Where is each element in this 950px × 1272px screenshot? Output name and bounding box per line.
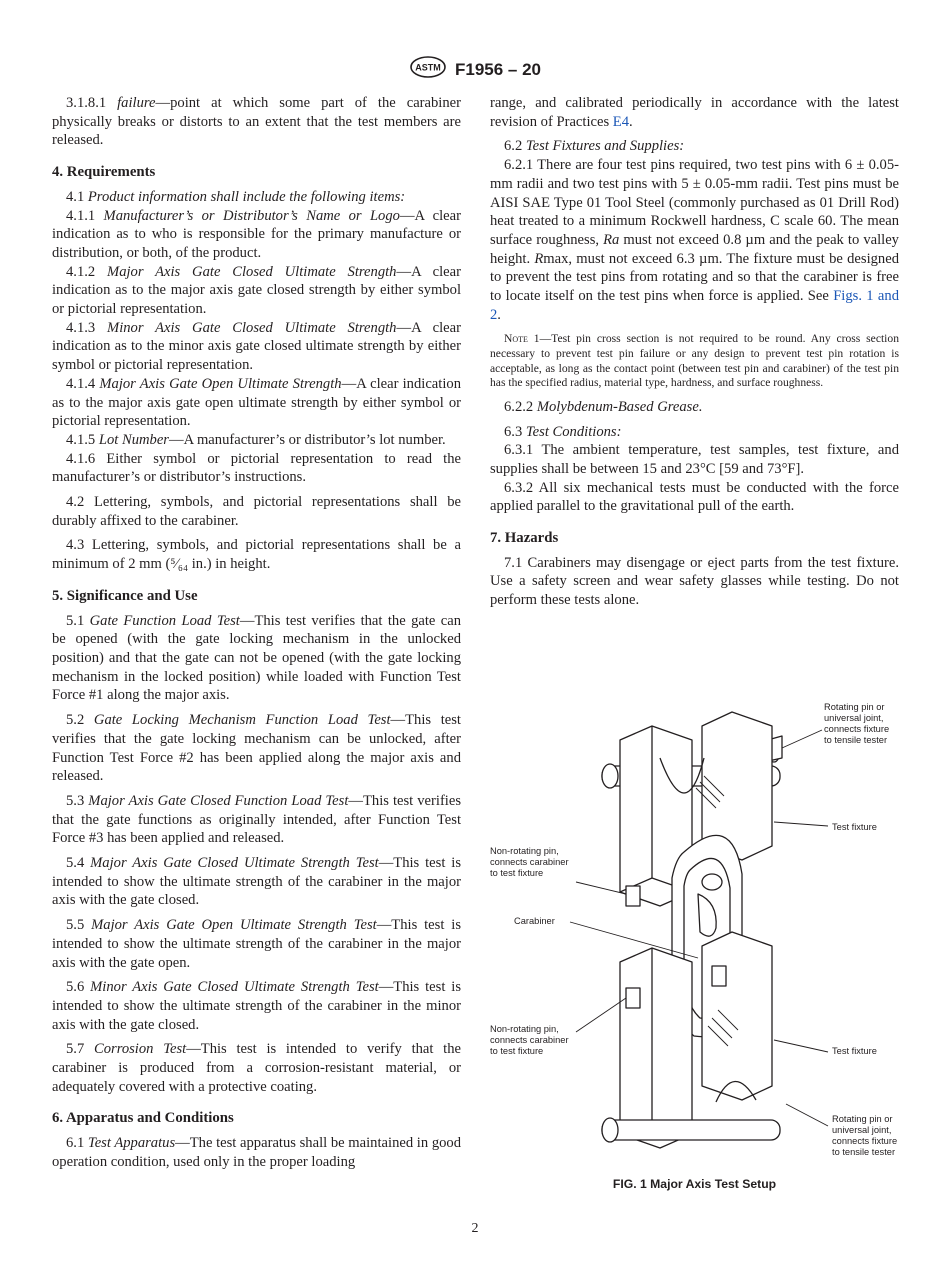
astm-logo-text: ASTM [415,62,441,73]
para-4-1-5: 4.1.5 Lot Number—A manufacturer’s or distributor’s lot number. [66,431,446,448]
figure-1-diagram [486,696,906,1166]
document-designation: F1956 – 20 [454,59,541,79]
para-5-7: 5.7 Corrosion Test—This test is intended to verify that the carabiner is produced from a corrosion-resistant material, or adequately covered with a protective coating. [52,1041,462,1095]
para-6-2: 6.2 Test Fixtures and Supplies: [504,138,685,155]
page-number: 2 [471,1221,479,1236]
para-5-3: 5.3 Major Axis Gate Closed Function Load Test—This test verifies that the gate functions as originally intended, after Function Test Force #3 has been applied and released. [52,792,462,847]
top-pin-left-end [602,764,618,788]
para-4-3: 4.3 Lettering, symbols, and pictorial representations shall be a minimum of 2 mm (⁵⁄₆₄ in.) in height. [52,537,461,573]
label-nonrotating-pin-top: Non-rotating pin, connects carabiner to test fixture [490,846,569,878]
label-rotating-pin-bottom: Rotating pin or universal joint, connects fixture to tensile tester [832,1114,898,1157]
practice-e4-link[interactable]: E4 [612,113,630,130]
section-4-heading: 4. Requirements [52,164,156,181]
section-5-heading: 5. Significance and Use [52,587,198,604]
para-5-4: 5.4 Major Axis Gate Closed Ultimate Strength Test—This test is intended to show the ultimate strength of the carabiner in the major axis with the gate closed. [52,855,461,909]
para-5-6: 5.6 Minor Axis Gate Closed Ultimate Strength Test—This test is intended to show the ultimate strength of the carabiner in the minor axis with the gate closed. [52,979,461,1033]
para-4-1-4: 4.1.4 Major Axis Gate Open Ultimate Strength—A clear indication as to the major axis gate open ultimate strength by either symbol or pictorial representation. [52,375,461,430]
para-5-2: 5.2 Gate Locking Mechanism Function Load Test—This test verifies that the gate locking mechanism can be unlocked, after Function Test Force #2 has been applied along the major axis and released. [52,712,461,785]
para-4-1-6: 4.1.6 Either symbol or pictorial representation to read the manufacturer’s or distributor’s instructions. [52,450,461,486]
para-6-3: 6.3 Test Conditions: [504,423,622,440]
para-6-1: 6.1 Test Apparatus—The test apparatus shall be maintained in good operation condition, used only in the proper loading [52,1135,462,1170]
bottom-nonrotating-pin-inner-end [712,966,726,986]
label-carabiner: Carabiner [514,916,555,926]
label-test-fixture-bottom: Test fixture [832,1046,877,1056]
para-7-1: 7.1 Carabiners may disengage or eject parts from the test fixture. Use a safety screen and wear safety glasses while testing. Do not perform these tests alone. [490,554,899,609]
major-axis-test-setup-drawing [486,696,906,1166]
para-4-1-3: 4.1.3 Minor Axis Gate Closed Ultimate Strength—A clear indication as to the minor axis gate closed ultimate strength by either symbol or pictorial representation. [52,319,461,374]
para-4-1-1: 4.1.1 Manufacturer’s or Distributor’s Name or Logo—A clear indication as to who is responsible for the primary manufacture or distribution, or both, of the product. [52,207,461,261]
para-4-1: 4.1 Product information shall include the following items: [66,188,406,205]
para-3-1-8-1: 3.1.8.1 failure—point at which some part of the carabiner physically breaks or distorts to an extent that the test members are released. [52,95,461,149]
para-6-3-1: 6.3.1 The ambient temperature, test samples, test fixture, and supplies shall be between 15 and 23°C [59 and 73°F]. [490,442,899,477]
left-column [52,94,461,1172]
page-header [0,56,950,83]
section-7-heading: 7. Hazards [490,530,559,547]
para-6-2-1: 6.2.1 There are four test pins required, two test pins with 6 ± 0.05-mm radii and two test pins with 5 ± 0.05-mm radii. Test pins must be AISI SAE Type 01 Tool Steel (commonly purchased as 01 Drill Rod) heat treated to a minimum Rockwell hardness, C scale 60. The mean surface roughness, Ra must not exceed 0.8 µm and the peak to valley height. Rmax, must not exceed 6.3 µm. The fixture must be designed to prevent the test pins from rotating and so that the carabiner is free to locate itself on the test pins when force is applied. See Figs. 1 and 2. [490,157,899,323]
para-5-1: 5.1 Gate Function Load Test—This test verifies that the gate can be opened (with the gate locking mechanism in the unlocked position) and that the gate can not be opened (with the gate locking mechanism in the locked position) while loaded with Function Test Force #1 along the major axis. [52,612,462,704]
para-4-1-2: 4.1.2 Major Axis Gate Closed Ultimate Strength—A clear indication as to the major axis gate closed strength by either symbol or pictorial representation. [52,263,461,318]
label-rotating-pin-top: Rotating pin or universal joint, connects fixture to tensile tester [824,702,890,745]
astm-logo-icon [409,56,447,83]
bottom-rotating-pin [602,1120,780,1140]
para-6-2-2: 6.2.2 Molybdenum-Based Grease. [504,398,703,415]
para-6-3-2: 6.3.2 All six mechanical tests must be conducted with the force applied parallel to the gravitational pull of the earth. [490,479,899,515]
label-nonrotating-pin-bottom: Non-rotating pin, connects carabiner to test fixture [490,1024,569,1056]
section-6-heading: 6. Apparatus and Conditions [52,1110,234,1127]
para-6-1-continued: range, and calibrated periodically in accordance with the latest revision of Practices E4. [490,95,899,130]
figure-1-caption: FIG. 1 Major Axis Test Setup [612,1177,777,1191]
bottom-nonrotating-pin-end [626,988,640,1008]
para-4-2: 4.2 Lettering, symbols, and pictorial representations shall be durably affixed to the carabiner. [52,494,461,529]
note-1: Note 1—Test pin cross section is not required to be round. Any cross section necessary to prevent test pin failure or any design to prevent test pin rotation is acceptable, as long as the contact point (between test pin and carabiner) of the test pin has the specified radius, material type, hardness, and surface roughness. [490,332,899,390]
label-test-fixture-top: Test fixture [832,822,877,832]
para-5-5: 5.5 Major Axis Gate Open Ultimate Strength Test—This test is intended to show the ultimate strength of the carabiner in the major axis with the gate open. [52,917,462,971]
right-column [490,94,899,610]
top-nonrotating-pin-end [626,886,640,906]
bottom-fixture-back-plate [702,932,772,1100]
bottom-fixture-front-block [620,948,692,1148]
figs-1-and-2-link[interactable]: Figs. 1 and 2 [490,288,899,323]
carabiner-gate-sleeve [702,874,722,890]
bottom-pin-left-end [602,1118,618,1142]
